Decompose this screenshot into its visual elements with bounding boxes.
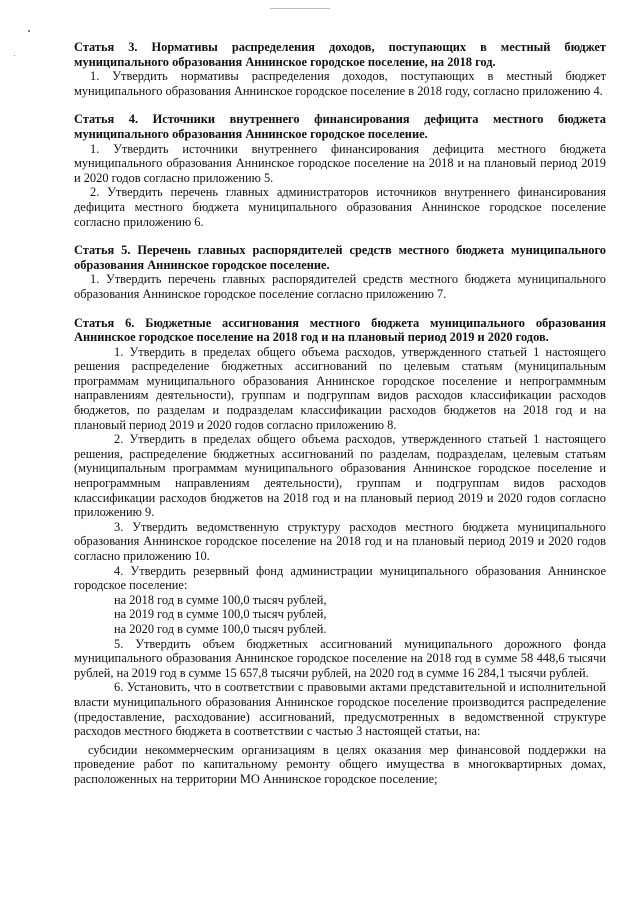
article-6-paragraph-3: 3. Утвердить ведомственную структуру расходов местного бюджета муниципального образования Аннинское городское поселение на 2018 год и на плановый период 2019 и 2020 годов согласно приложению 10. <box>74 519 606 563</box>
article-6-paragraph-4: 4. Утвердить резервный фонд администрации муниципального образования Аннинское городское поселение: <box>74 563 606 593</box>
article-6-paragraph-2: 2. Утвердить в пределах общего объема расходов, утвержденного статьей 1 настоящего решения, распределение бюджетных ассигнований по разделам, подразделам, целевым статьям (муниципальным программам муниципального образования Аннинское городское поселение и непрограммным направлениям деятельности), группам и подгруппам видов расходов классификации расходов бюджетов на 2018 год и на плановый период 2019 и 2020 годов согласно приложению 9. <box>74 432 606 520</box>
reserve-fund-line-2019: на 2019 год в сумме 100,0 тысяч рублей, <box>114 607 327 622</box>
article-6-paragraph-6: 6. Установить, что в соответствии с правовыми актами представительной и исполнительной власти муниципального образования Аннинское городское поселение производится распределение (предоставление, расходование) ассигнований, предусмотренных в ведомственной структуре расходов местного бюджета в соответствии с частью 3 настоящей статьи, на: <box>74 680 606 739</box>
article-6-subsidies-item: субсидии некоммерческим организациям в целях оказания мер финансовой поддержки на проведение работ по капитальному ремонту общего имущества в многоквартирных домах, расположенных на территории МО Аннинское городское поселение; <box>74 742 606 786</box>
article-4-heading: Статья 4. Источники внутреннего финансирования дефицита местного бюджета муниципального образования Аннинское городское поселение. <box>74 112 606 141</box>
article-4-paragraph-1: 1. Утвердить источники внутреннего финансирования дефицита местного бюджета муниципального образования Аннинское городское поселение на 2018 и на плановый период 2019 и 2020 годов согласно приложению 5. <box>74 141 606 185</box>
scan-artifact <box>270 8 330 9</box>
article-6-paragraph-5: 5. Утвердить объем бюджетных ассигнований муниципального дорожного фонда муниципального образования Аннинское городское поселение на 2018 год в сумме 58 448,6 тысячи рублей, на 2019 год в сумме 15 657,8 тысячи рублей, на 2020 год в сумме 16 284,1 тысячи рублей. <box>74 636 606 680</box>
article-3-heading: Статья 3. Нормативы распределения доходов, поступающих в местный бюджет муниципального образования Аннинское городское поселение, на 2018 год. <box>74 40 606 69</box>
article-6-paragraph-1: 1. Утвердить в пределах общего объема расходов, утвержденного статьей 1 настоящего решения распределение бюджетных ассигнований по целевым статьям (муниципальным программам муниципального образования Аннинское городское поселение и непрограммным направлениям деятельности), группам и подгруппам видов расходов классификации расходов бюджетов, по разделам и подразделам классификации расходов бюджетов на 2018 год и на плановый период 2019 и 2020 годов согласно приложению 8. <box>74 344 606 432</box>
article-3-paragraph-1: 1. Утвердить нормативы распределения доходов, поступающих в местный бюджет муниципального образования Аннинское городское поселение в 2018 году, согласно приложению 4. <box>74 69 606 98</box>
article-5-paragraph-1: 1. Утвердить перечень главных распорядителей средств местного бюджета муниципального образования Аннинское городское поселение согласно приложению 7. <box>74 272 606 301</box>
document-page <box>74 40 606 787</box>
scan-dot <box>28 30 30 32</box>
article-6-heading: Статья 6. Бюджетные ассигнования местного бюджета муниципального образования Аннинское городское поселение на 2018 год и на плановый период 2019 и 2020 годов. <box>74 315 606 345</box>
scan-dot <box>14 55 15 56</box>
article-4-paragraph-2: 2. Утвердить перечень главных администраторов источников внутреннего финансирования дефицита местного бюджета муниципального образования Аннинское городское поселение согласно приложению 6. <box>74 185 606 229</box>
reserve-fund-line-2018: на 2018 год в сумме 100,0 тысяч рублей, <box>114 592 327 607</box>
article-5-heading: Статья 5. Перечень главных распорядителей средств местного бюджета муниципального образования Аннинское городское поселение. <box>74 243 606 272</box>
reserve-fund-line-2020: на 2020 год в сумме 100,0 тысяч рублей. <box>114 621 327 636</box>
